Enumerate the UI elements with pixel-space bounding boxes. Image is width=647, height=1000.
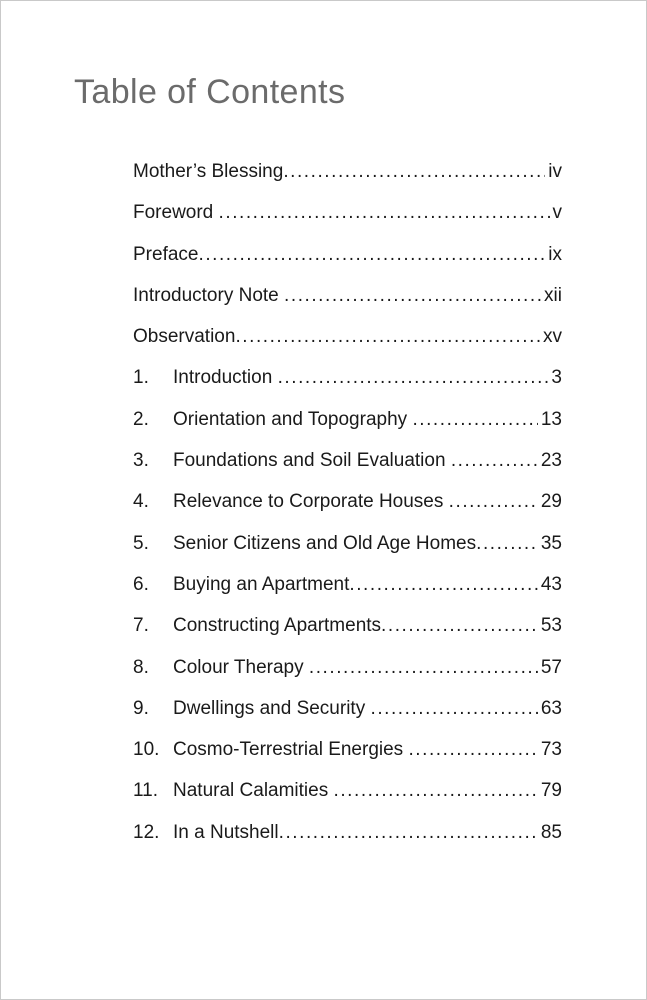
toc-entry[interactable]	[133, 698, 562, 739]
toc-leader-dots	[381, 615, 538, 637]
toc-leader-dots	[412, 409, 537, 431]
toc-entry-title: In a Nutshell	[173, 821, 279, 843]
toc-entry-number: 2.	[133, 408, 149, 430]
toc-leader-dots	[451, 450, 538, 472]
toc-entry-title: Natural Calamities	[173, 780, 329, 802]
toc-leader-dots	[349, 574, 537, 596]
toc-entry-title: Orientation and Topography	[173, 408, 408, 430]
toc-entry-page-number: 43	[540, 573, 562, 595]
toc-entry-title: Preface	[133, 243, 199, 265]
toc-entry-number: 1.	[133, 367, 149, 389]
toc-entry-page-number: v	[552, 202, 562, 224]
toc-entry[interactable]	[133, 739, 562, 780]
toc-entry-number: 12.	[133, 821, 160, 843]
toc-entry[interactable]	[133, 161, 562, 202]
toc-leader-dots	[334, 780, 538, 802]
toc-entry[interactable]	[133, 822, 562, 863]
toc-entry-page-number: 13	[540, 408, 562, 430]
toc-leader-dots	[408, 739, 537, 761]
toc-entry-page-number: 53	[540, 615, 562, 637]
toc-entry[interactable]	[133, 244, 562, 285]
toc-entry-number: 5.	[133, 532, 149, 554]
toc-entry-title: Foreword	[133, 202, 214, 224]
toc-leader-dots	[278, 367, 549, 389]
toc-entry-number: 8.	[133, 656, 149, 678]
toc-entry-title: Buying an Apartment	[173, 573, 350, 595]
toc-entry-number: 4.	[133, 491, 149, 513]
toc-entry[interactable]	[133, 409, 562, 450]
toc-entry-page-number: ix	[548, 243, 562, 265]
toc-entry-page-number: 57	[540, 656, 562, 678]
toc-entry-list	[133, 161, 562, 863]
toc-entry-title: Dwellings and Security	[173, 697, 366, 719]
toc-leader-dots	[198, 244, 545, 266]
toc-entry[interactable]	[133, 285, 562, 326]
toc-entry-page-number: 63	[540, 697, 562, 719]
toc-entry-page-number: 3	[551, 367, 562, 389]
toc-entry-number: 6.	[133, 573, 149, 595]
toc-entry[interactable]	[133, 533, 562, 574]
toc-entry-title: Introductory Note	[133, 284, 279, 306]
page-title: Table of Contents	[74, 73, 346, 111]
toc-entry-number: 11.	[133, 780, 159, 802]
toc-entry[interactable]	[133, 780, 562, 821]
toc-entry-page-number: 85	[540, 821, 562, 843]
toc-entry-page-number: 79	[540, 780, 562, 802]
toc-leader-dots	[370, 698, 537, 720]
toc-leader-dots	[476, 533, 538, 555]
toc-entry[interactable]	[133, 202, 562, 243]
toc-entry-page-number: 73	[540, 739, 562, 761]
toc-leader-dots	[235, 326, 540, 348]
toc-entry-title: Foundations and Soil Evaluation	[173, 450, 446, 472]
toc-entry-page-number: iv	[548, 161, 562, 182]
toc-leader-dots	[449, 491, 538, 513]
toc-entry[interactable]	[133, 367, 562, 408]
toc-entry-title: Mother’s Blessing	[133, 161, 284, 182]
toc-entry-title: Introduction	[173, 367, 273, 389]
toc-entry[interactable]	[133, 615, 562, 656]
toc-entry-title: Colour Therapy	[173, 656, 304, 678]
toc-entry-title: Cosmo-Terrestrial Energies	[173, 739, 404, 761]
toc-entry-page-number: xv	[543, 326, 562, 348]
toc-entry-page-number: 35	[540, 532, 562, 554]
toc-entry-page-number: xii	[544, 284, 562, 306]
toc-entry[interactable]	[133, 657, 562, 698]
toc-entry-number: 7.	[133, 615, 149, 637]
toc-leader-dots	[279, 822, 538, 844]
toc-leader-dots	[284, 285, 541, 307]
toc-leader-dots	[283, 161, 545, 183]
toc-entry-page-number: 23	[540, 450, 562, 472]
toc-entry-number: 10.	[133, 739, 160, 761]
toc-entry[interactable]	[133, 326, 562, 367]
toc-entry[interactable]	[133, 491, 562, 532]
toc-entry[interactable]	[133, 450, 562, 491]
toc-entry-title: Senior Citizens and Old Age Homes	[173, 532, 477, 554]
toc-leader-dots	[219, 202, 550, 224]
toc-entry-title: Constructing Apartments	[173, 615, 382, 637]
toc-entry-number: 3.	[133, 450, 149, 472]
toc-entry[interactable]	[133, 574, 562, 615]
toc-entry-page-number: 29	[540, 491, 562, 513]
toc-entry-number: 9.	[133, 697, 149, 719]
toc-entry-title: Observation	[133, 326, 236, 348]
toc-entry-title: Relevance to Corporate Houses	[173, 491, 444, 513]
toc-leader-dots	[309, 657, 538, 679]
